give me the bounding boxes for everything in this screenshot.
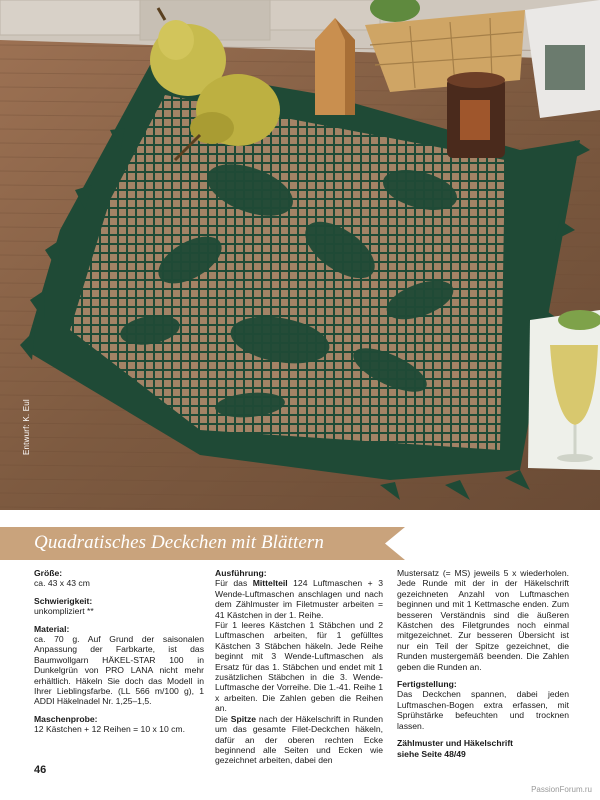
material-label: Material: bbox=[34, 623, 70, 634]
watermark: PassionForum.ru bbox=[531, 785, 592, 794]
material-text: ca. 70 g. Auf Grund der saisonalen Anpassung der Farbkarte, ist das Baumwollgarn HÄKEL-STAR 100 in Dunkelgrün von PRO LANA nicht mehr erhältlich. Häkeln Sie doch das Modell in Ihrer Lieblingsfarbe. (LL 566 m/100 g), 1 ADDI Häkelnadel Nr. 1,25–1,5. bbox=[34, 634, 204, 707]
instructions-paragraph-4: Mustersatz (= MS) jeweils 5 x wiederholen. Jede Runde mit der in der Häkelschrift gezeichneten Anzahl von Luftmaschen beginnen und mit 1 Kettmasche enden. Zum besseren Verständnis sind die äußeren Kästchen des Filetgrundes noch einmal mitgezeichnet. Zur besseren Übersicht ist nur ein Teil der Spitze gezeichnet, die Runden mustergemäß beenden. Die Zahlen geben die Runden an. bbox=[397, 568, 569, 672]
finishing-label: Fertigstellung: bbox=[397, 679, 457, 690]
chart-reference-line-1: Zählmuster und Häkelschrift bbox=[397, 738, 514, 749]
gauge-label: Maschenprobe: bbox=[34, 713, 98, 724]
difficulty-label: Schwierigkeit: bbox=[34, 595, 93, 606]
title-banner bbox=[0, 527, 405, 560]
photo-credit: Entwurf: K. Eul bbox=[22, 399, 31, 455]
gauge-text: 12 Kästchen + 12 Reihen = 10 x 10 cm. bbox=[34, 724, 185, 735]
size-text: ca. 43 x 43 cm bbox=[34, 578, 90, 589]
instructions-paragraph-3: Die Spitze nach der Häkelschrift in Runden um das gesamte Filet-Deckchen häkeln, dafür an der oberen rechten Ecke beginnend alle Seiten und Ecken wie gezeichnet arbeiten, dabei den bbox=[215, 713, 383, 766]
instructions-paragraph-2: Für 1 leeres Kästchen 1 Stäbchen und 2 Luftmaschen arbeiten, für 1 gefülltes Kästchen 3 Stäbchen häkeln. Jede Reihe beginnt mit 3 Wende-Luftmaschen als Ersatz für das 1. Stäbchen und endet mit 1 zusätzlichen Stäbchen in die 3. Wende-Luftmasche der Vorreihe. Die 1.-41. Reihe 1 x arbeiten. Die Zahlen geben die Reihen an. bbox=[215, 620, 383, 714]
instructions-paragraph-1: Für das Mittelteil 124 Luftmaschen + 3 Wende-Luftmaschen anschlagen und nach dem Zählmuster im Filetmuster arbeiten = 41 Kästchen in der 1. Reihe. bbox=[215, 578, 383, 620]
page-title: Quadratisches Deckchen mit Blättern bbox=[34, 532, 325, 553]
page-number: 46 bbox=[34, 764, 47, 776]
instructions-label: Ausführung: bbox=[215, 568, 267, 578]
center-part-term: Mittelteil bbox=[252, 578, 288, 589]
lace-term: Spitze bbox=[230, 713, 257, 724]
column-instructions bbox=[215, 568, 383, 766]
column-finishing bbox=[397, 568, 569, 759]
finishing-text: Das Deckchen spannen, dabei jeden Luftmaschen-Bogen extra erfassen, mit Sprühstärke befeuchten und trocknen lassen. bbox=[397, 689, 569, 731]
size-label: Größe: bbox=[34, 568, 63, 578]
difficulty-text: unkompliziert ** bbox=[34, 606, 94, 617]
candle-holder bbox=[447, 72, 505, 158]
column-materials bbox=[34, 568, 204, 735]
chart-reference-line-2: siehe Seite 48/49 bbox=[397, 748, 466, 759]
champagne-glass bbox=[528, 310, 600, 470]
